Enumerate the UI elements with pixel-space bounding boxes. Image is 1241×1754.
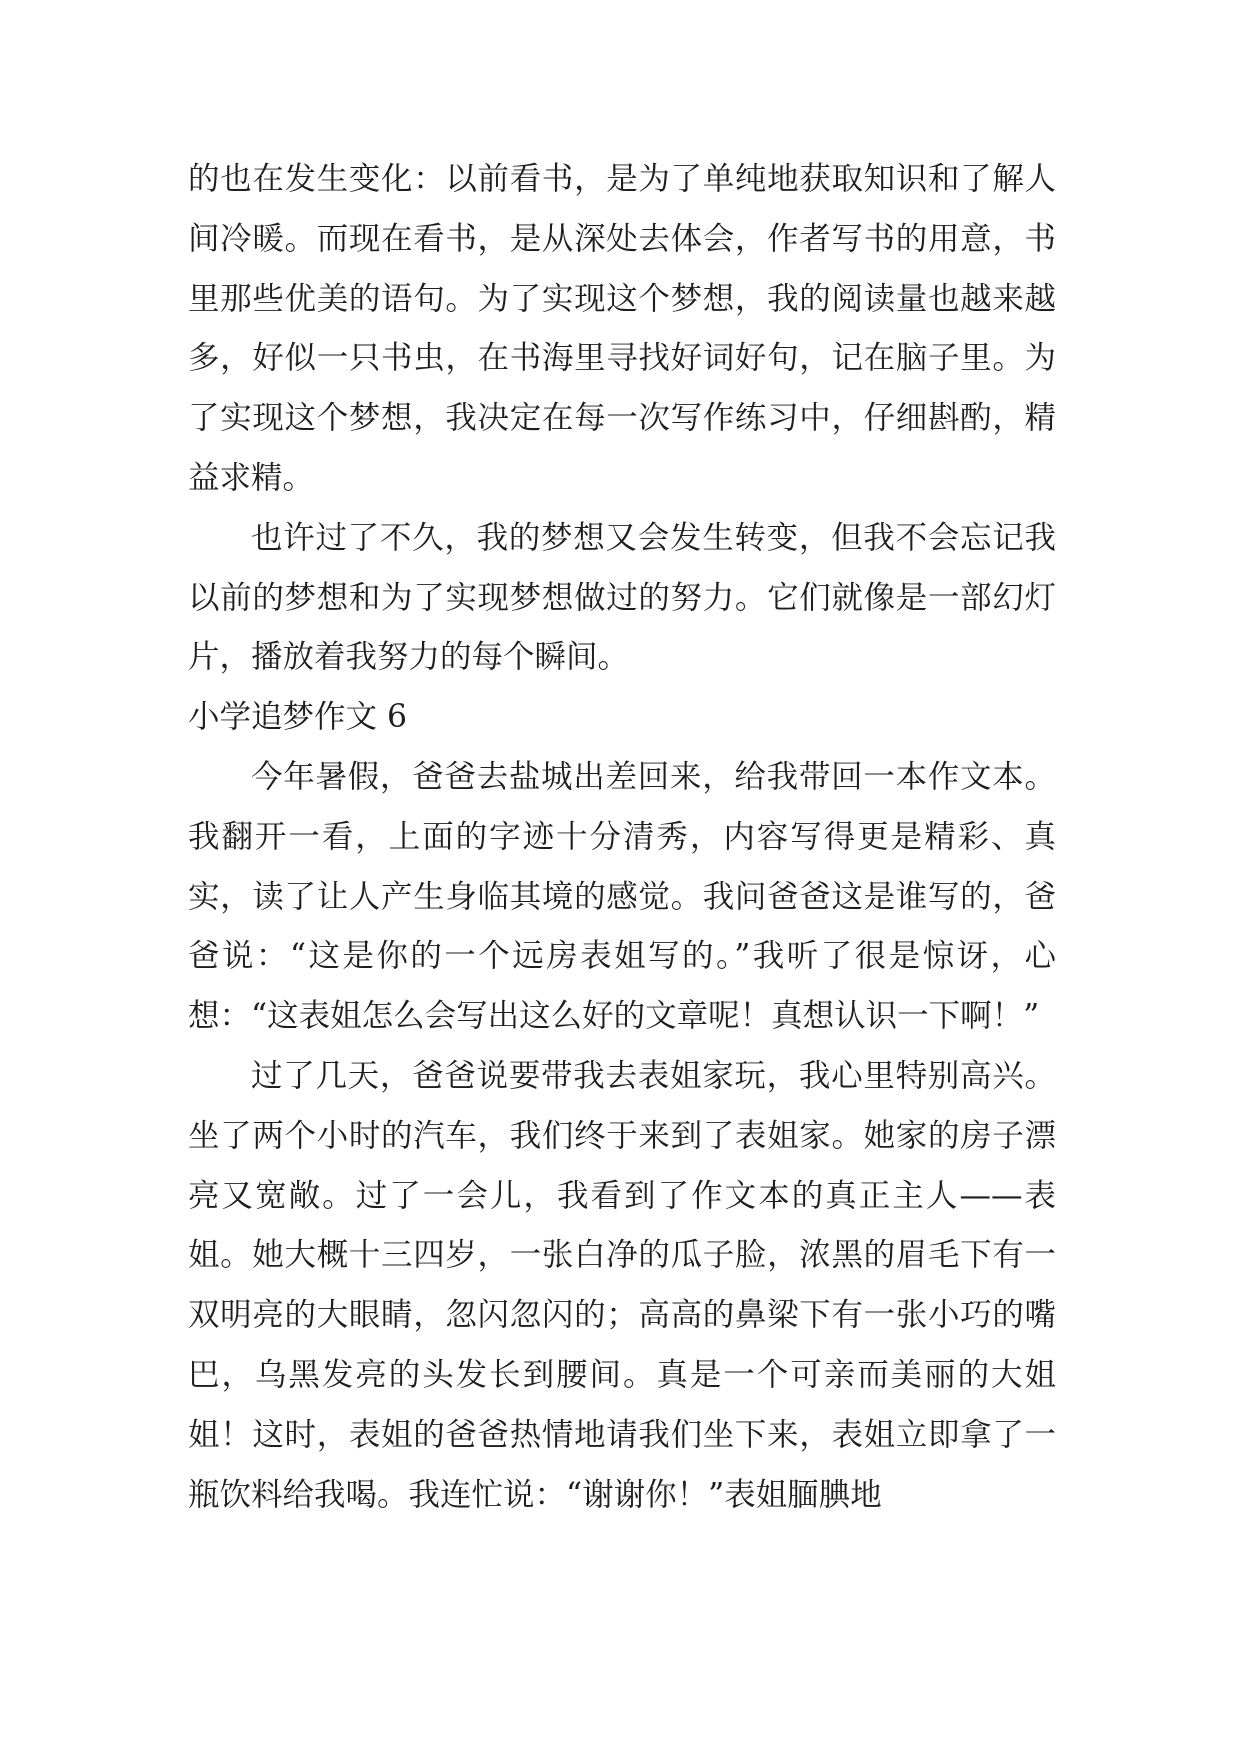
paragraph-3: 今年暑假，爸爸去盐城出差回来，给我带回一本作文本。我翻开一看，上面的字迹十分清秀，内容写得更是精彩、真实，读了让人产生身临其境的感觉。我问爸爸这是谁写的，爸爸说：“这是你的一个远房表姐写的。”我听了很是惊讶，心想：“这表姐怎么会写出这么好的文章呢！真想认识一下啊！” — [188, 758, 1056, 1035]
paragraph-4: 过了几天，爸爸说要带我去表姐家玩，我心里特别高兴。坐了两个小时的汽车，我们终于来到了表姐家。她家的房子漂亮又宽敞。过了一会儿，我看到了作文本的真正主人——表姐。她大概十三四岁，一张白净的瓜子脸，浓黑的眉毛下有一双明亮的大眼睛，忽闪忽闪的；高高的鼻梁下有一张小巧的嘴巴，乌黑发亮的头发长到腰间。真是一个可亲而美丽的大姐姐！这时，表姐的爸爸热情地请我们坐下来，表姐立即拿了一瓶饮料给我喝。我连忙说：“谢谢你！”表姐腼腆地 — [188, 1057, 1056, 1513]
paragraph-1: 的也在发生变化：以前看书，是为了单纯地获取知识和了解人间冷暖。而现在看书，是从深处去体会，作者写书的用意，书里那些优美的语句。为了实现这个梦想，我的阅读量也越来越多，好似一只书虫，在书海里寻找好词好句，记在脑子里。为了实现这个梦想，我决定在每一次写作练习中，仔细斟酌，精益求精。 — [188, 161, 1056, 496]
paragraph-2: 也许过了不久，我的梦想又会发生转变，但我不会忘记我以前的梦想和为了实现梦想做过的努力。它们就像是一部幻灯片，播放着我努力的每个瞬间。 — [188, 519, 1056, 676]
section-heading: 小学追梦作文 6 — [188, 699, 408, 736]
document-body — [188, 150, 1056, 1525]
